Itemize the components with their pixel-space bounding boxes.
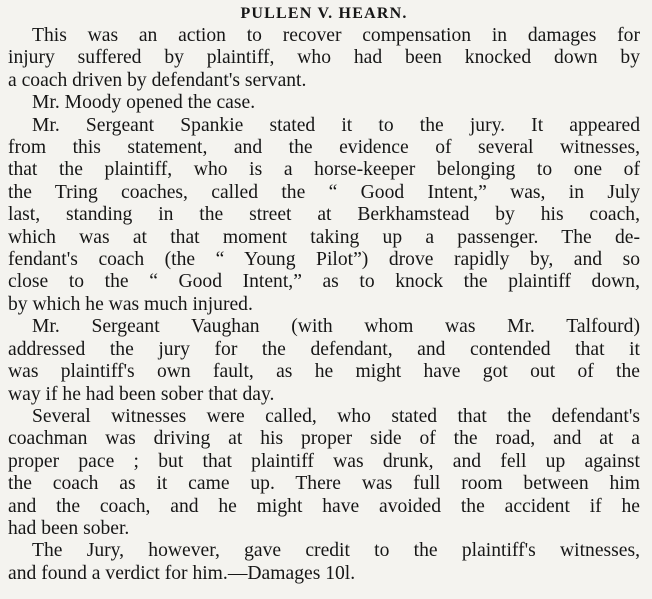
text-line: injury suffered by plaintiff, who had been knocked down by xyxy=(8,47,640,69)
article-title: PULLEN V. HEARN. xyxy=(240,5,408,22)
text-line: close to the “ Good Intent,” as to knock the plaintiff down, xyxy=(8,271,640,293)
text-line: addressed the jury for the defendant, and contended that it xyxy=(8,338,640,360)
text-line: Mr. Sergeant Vaughan (with whom was Mr. Talfourd) xyxy=(32,316,640,338)
text-line: the Tring coaches, called the “ Good Intent,” was, in July xyxy=(8,181,640,203)
text-line: fendant's coach (the “ Young Pilot”) drove rapidly by, and so xyxy=(8,249,640,271)
text-line: which was at that moment taking up a passenger. The de- xyxy=(8,226,640,248)
article-paragraph xyxy=(8,92,640,114)
text-line: had been sober. xyxy=(8,517,130,539)
article-paragraph xyxy=(8,406,640,540)
article-body xyxy=(8,25,640,585)
article-paragraph xyxy=(8,115,640,317)
text-line: a coach driven by defendant's servant. xyxy=(8,69,307,91)
text-line: was plaintiff's own fault, as he might have got out of the xyxy=(8,361,640,383)
text-line: and found a verdict for him.—Damages 10l. xyxy=(8,562,356,584)
text-line: the coach as it came up. There was full room between him xyxy=(8,473,640,495)
text-line: and the coach, and he might have avoided the accident if he xyxy=(8,495,640,517)
text-line: Mr. Sergeant Spankie stated it to the jury. It appeared xyxy=(32,114,640,136)
text-line: The Jury, however, gave credit to the plaintiff's witnesses, xyxy=(32,540,640,562)
article-paragraph xyxy=(8,25,640,92)
text-line: way if he had been sober that day. xyxy=(8,383,275,405)
text-line: coachman was driving at his proper side of the road, and at a xyxy=(8,428,640,450)
text-line: proper pace ; but that plaintiff was drunk, and fell up against xyxy=(8,450,640,472)
text-line: by which he was much injured. xyxy=(8,293,253,315)
text-line: Several witnesses were called, who stated that the defendant's xyxy=(32,405,640,427)
text-line: Mr. Moody opened the case. xyxy=(32,92,256,114)
text-line: This was an action to recover compensation in damages for xyxy=(32,25,640,46)
article-paragraph xyxy=(8,540,640,585)
text-line: from this statement, and the evidence of several witnesses, xyxy=(8,137,640,159)
text-line: last, standing in the street at Berkhamstead by his coach, xyxy=(8,204,640,226)
text-line: that the plaintiff, who is a horse-keeper belonging to one of xyxy=(8,159,640,181)
article-paragraph xyxy=(8,316,640,406)
